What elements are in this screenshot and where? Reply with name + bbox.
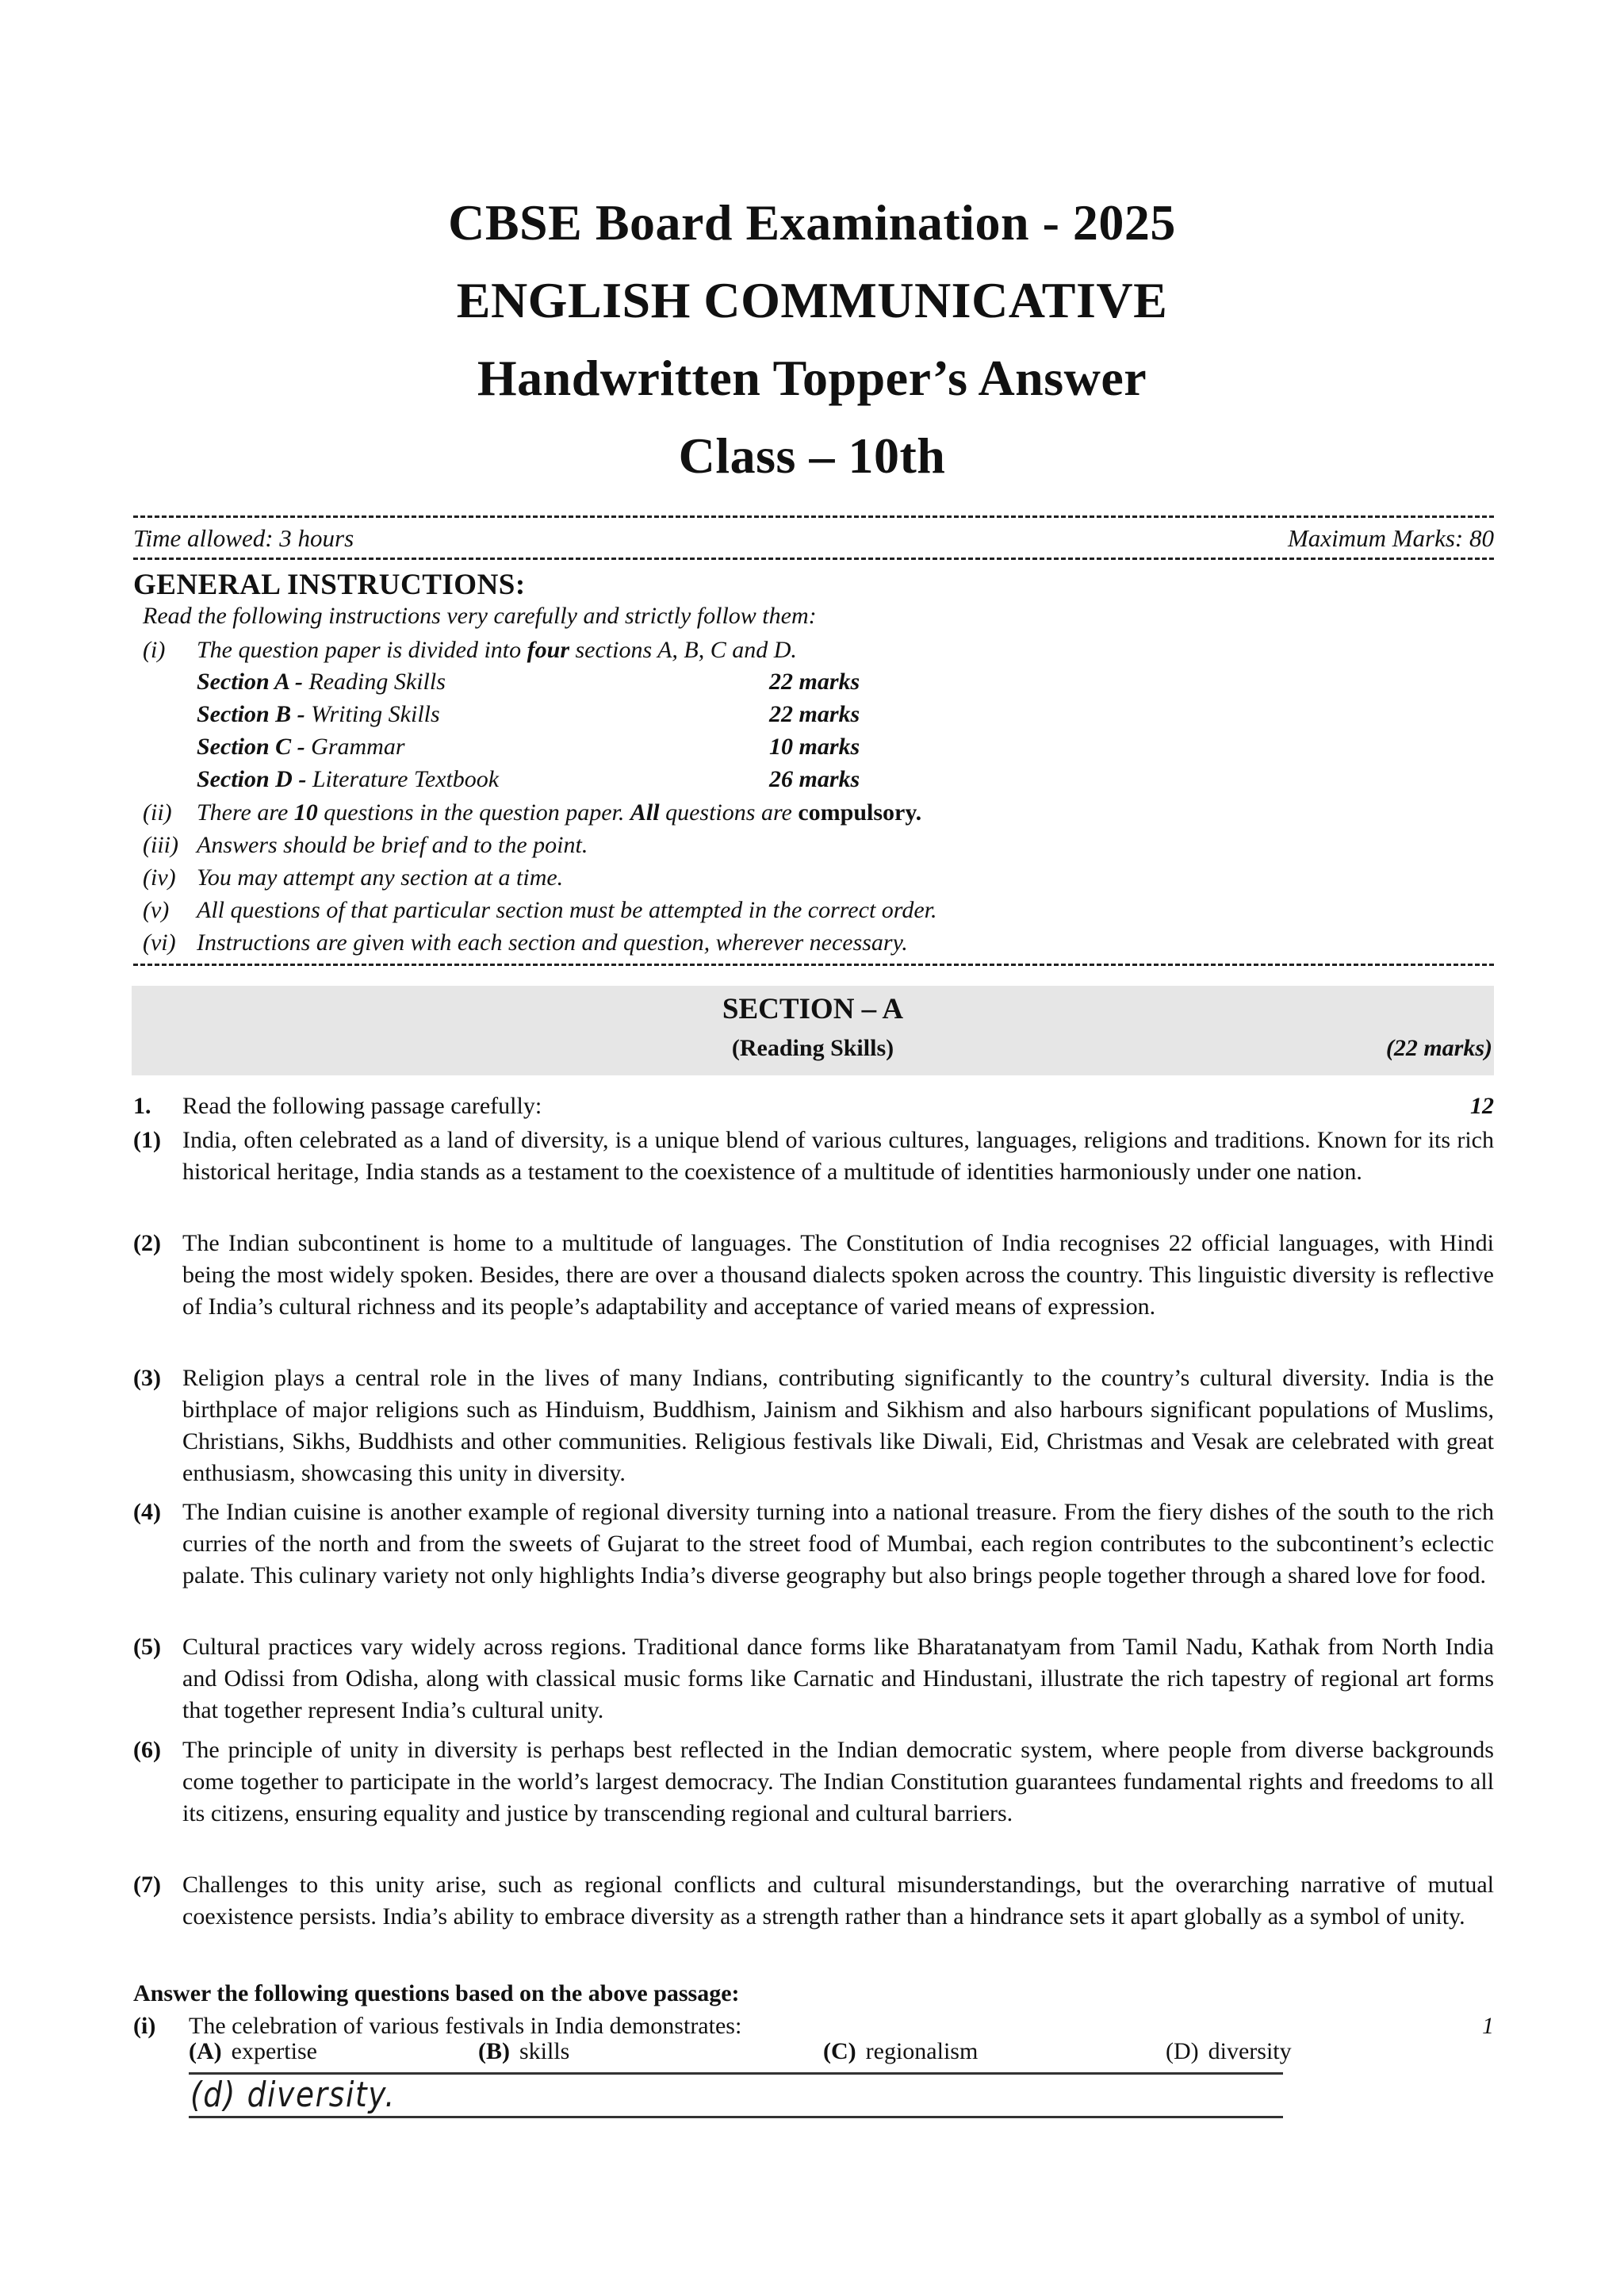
passage-paragraph: (2) The Indian subcontinent is home to a multitude of languages. The Constitution of India recognises 22 official languages, with Hindi being the most widely spoken. Besides, there are over a thousand dialects spoken across the country. This linguistic diversity is reflective of India’s cultural richness and its people’s adaptability and acceptance of varied means of expression. [133, 1230, 1494, 1320]
general-instructions-heading: GENERAL INSTRUCTIONS: [133, 569, 526, 601]
maximum-marks: Maximum Marks: 80 [1287, 524, 1494, 552]
option-c: (C) regionalism [823, 2038, 979, 2064]
exam-meta-row [133, 523, 1494, 554]
instruction-item: (vi) Instructions are given with each section and question, wherever necessary. [143, 929, 908, 956]
instruction-item: (i) The question paper is divided into four sections A, B, C and D. [143, 637, 797, 663]
answer-ruled-line [189, 2116, 1283, 2118]
question-marks: 12 [1470, 1093, 1494, 1119]
answer-instructions: Answer the following questions based on the above passage: [133, 1980, 740, 2006]
passage-paragraph: (3) Religion plays a central role in the lives of many Indians, contributing significantly to the country’s cultural diversity. India is the birthplace of major religions such as Hinduism, Buddhism, Jainism and Sikhism and also harbours significant populations of Muslims, Christians, Sikhs, Buddhists and other communities. Religious festivals like Diwali, Eid, Christmas and Vesak are celebrated with great enthusiasm, showcasing this unity in diversity. [133, 1365, 1494, 1486]
instructions-intro: Read the following instructions very carefully and strictly follow them: [143, 603, 817, 629]
title-block [0, 184, 1624, 495]
passage-paragraph: (6) The principle of unity in diversity is perhaps best reflected in the Indian democratic system, where people from diverse backgrounds come together to participate in the world’s largest democracy. The Indian Constitution guarantees fundamental rights and freedoms to all its citizens, ensuring equality and justice by transcending regional and cultural barriers. [133, 1737, 1494, 1826]
dashed-divider [133, 964, 1494, 966]
section-title: SECTION – A [722, 993, 904, 1025]
exam-title: CBSE Board Examination - 2025 [448, 194, 1176, 251]
handwritten-answer: (d) diversity. [190, 2075, 396, 2115]
option-a: (A) expertise [189, 2038, 317, 2064]
section-marks: (22 marks) [1385, 1035, 1492, 1061]
instruction-item: (ii) There are 10 questions in the question paper. All questions are compulsory. [143, 799, 922, 826]
question-text: Read the following passage carefully: [182, 1093, 542, 1119]
option-b: (B) skills [478, 2038, 570, 2064]
sub-question-text: The celebration of various festivals in India demonstrates: [189, 2013, 742, 2039]
passage-paragraph: (4) The Indian cuisine is another example of regional diversity turning into a national treasure. From the fiery dishes of the south to the rich curries of the north and from the sweets of Gujarat to the street food of Mumbai, each region contributes to the subcontinent’s eclectic palate. This culinary variety not only highlights India’s diverse geography but also brings people together through a shared love for food. [133, 1499, 1494, 1588]
section-a-header [132, 986, 1494, 1075]
option-d: (D) diversity [1166, 2038, 1292, 2064]
answer-type-title: Handwritten Topper’s Answer [477, 350, 1147, 406]
passage-paragraph: (5) Cultural practices vary widely across regions. Traditional dance forms like Bharatanatyam from Tamil Nadu, Kathak from North India and Odissi from Odisha, along with classical music forms like Carnatic and Hindustani, illustrate the rich tapestry of regional art forms that together represent India’s cultural unity. [133, 1634, 1494, 1723]
subject-title: ENGLISH COMMUNICATIVE [456, 272, 1168, 328]
passage-paragraph: (7) Challenges to this unity arise, such as regional conflicts and cultural misunderstandings, but the overarching narrative of mutual coexistence persists. India’s ability to embrace diversity as a strength rather than a hindrance sets it apart globally as a symbol of unity. [133, 1872, 1494, 1930]
section-marks-row: Section C - Grammar 10 marks [197, 734, 860, 760]
passage-paragraph: (1) India, often celebrated as a land of diversity, is a unique blend of various cultures, languages, religions and traditions. Known for its rich historical heritage, India stands as a testament to the coexistence of a multitude of identities harmoniously under one nation. [133, 1127, 1494, 1185]
section-marks-row: Section B - Writing Skills 22 marks [197, 701, 860, 727]
instruction-item: (iv) You may attempt any section at a time. [143, 864, 564, 891]
sub-question-marks: 1 [1482, 2013, 1494, 2039]
instruction-item: (v) All questions of that particular section must be attempted in the correct order. [143, 897, 937, 923]
question-number: 1. [133, 1093, 151, 1119]
section-marks-row: Section A - Reading Skills 22 marks [197, 669, 860, 695]
dashed-divider [133, 558, 1494, 560]
dashed-divider [133, 515, 1494, 518]
section-subtitle: (Reading Skills) [731, 1035, 894, 1061]
sub-question-number: (i) [133, 2013, 156, 2039]
class-title: Class – 10th [678, 427, 946, 484]
time-allowed: Time allowed: 3 hours [133, 524, 354, 552]
instruction-item: (iii) Answers should be brief and to the point. [143, 832, 588, 858]
section-marks-row: Section D - Literature Textbook 26 marks [197, 766, 860, 792]
